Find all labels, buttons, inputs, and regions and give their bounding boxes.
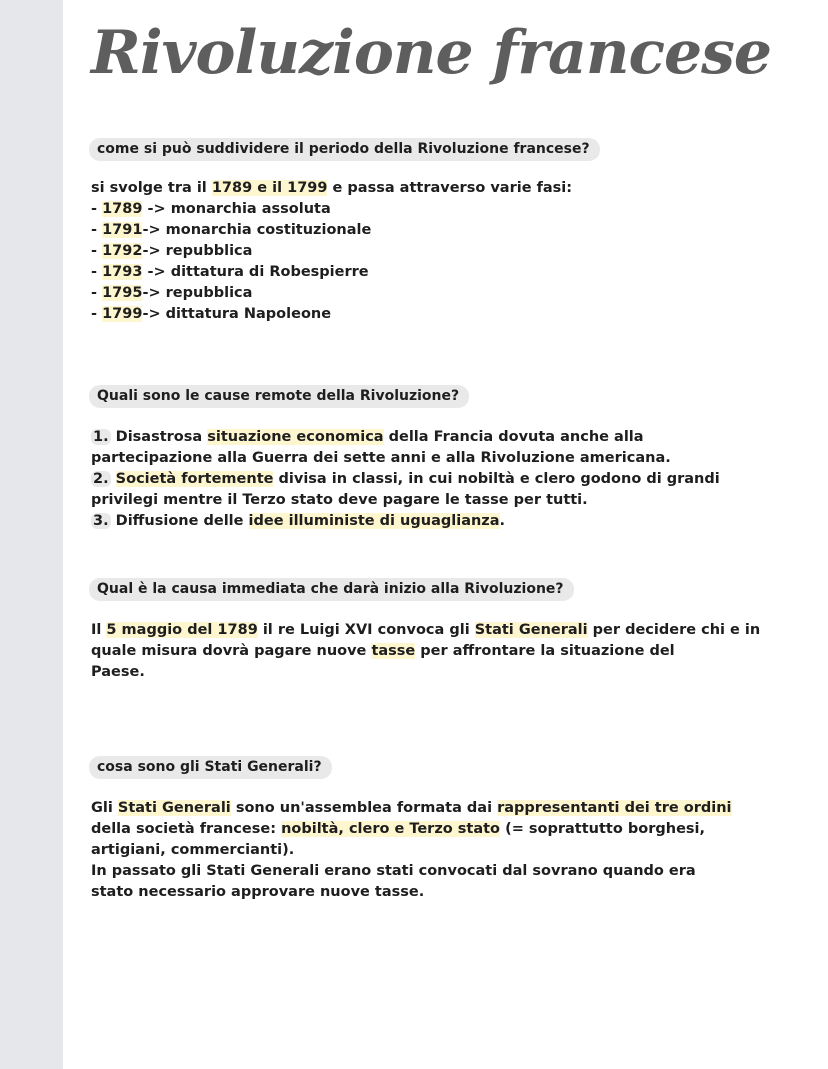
cause-text-end: della Francia dovuta anche alla — [383, 429, 644, 445]
left-margin-strip — [0, 0, 63, 1069]
cause-line-continued: partecipazione alla Guerra dei sette anni e alla Rivoluzione americana. — [91, 450, 671, 466]
answer-text: della società francese: — [91, 821, 282, 837]
intro-highlight: 1789 e il 1799 — [211, 180, 328, 196]
question-remote-causes: Quali sono le cause remote della Rivoluzione? — [89, 385, 469, 408]
answer-text: Gli — [91, 800, 118, 816]
answer-highlight: rappresentanti dei tre ordini — [497, 800, 732, 816]
question-estates-general: cosa sono gli Stati Generali? — [89, 756, 332, 779]
phase-item: - 1791-> monarchia costituzionale — [91, 222, 372, 238]
answer-highlight: tasse — [371, 643, 416, 659]
phase-item: - 1799-> dittatura Napoleone — [91, 306, 332, 322]
answer-text: per decidere chi e in — [587, 622, 761, 638]
answer-highlight: 5 maggio del 1789 — [106, 622, 258, 638]
answer-text: Il — [91, 622, 107, 638]
cause-number: 1. — [93, 429, 109, 445]
cause-number: 3. — [93, 513, 109, 529]
question-immediate-cause: Qual è la causa immediata che darà inizio alla Rivoluzione? — [89, 578, 574, 601]
answer-line — [91, 620, 806, 641]
phase-text: -> repubblica — [142, 243, 253, 259]
question-periodization: come si può suddividere il periodo della Rivoluzione francese? — [89, 138, 600, 161]
phase-year: 1799 — [102, 306, 143, 322]
cause-highlight: idee illuministe di uguaglianza — [248, 513, 500, 529]
answer-remote-causes — [91, 427, 806, 532]
phase-text: -> dittatura Napoleone — [142, 306, 332, 322]
cause-number: 2. — [93, 471, 109, 487]
answer-text: quale misura dovrà pagare nuove — [91, 643, 372, 659]
cause-text-end: . — [499, 513, 506, 529]
answer-immediate-cause — [91, 620, 806, 683]
phase-text: -> monarchia costituzionale — [142, 222, 372, 238]
phase-item: - 1792-> repubblica — [91, 243, 253, 259]
answer-line: stato necessario approvare nuove tasse. — [91, 884, 425, 900]
phase-text: -> dittatura di Robespierre — [142, 264, 369, 280]
notes-page — [63, 0, 828, 1069]
phase-year: 1791 — [102, 222, 143, 238]
answer-text: il re Luigi XVI convoca gli — [257, 622, 475, 638]
answer-text: (= soprattutto borghesi, — [500, 821, 706, 837]
answer-highlight: Stati Generali — [117, 800, 231, 816]
phase-year: 1789 — [102, 201, 143, 217]
cause-text-end: divisa in classi, in cui nobiltà e clero godono di grandi — [273, 471, 720, 487]
answer-estates-general — [91, 798, 806, 903]
intro-line — [91, 178, 806, 199]
answer-line — [91, 819, 806, 840]
cause-line — [91, 427, 806, 448]
cause-text — [111, 471, 116, 487]
answer-line — [91, 641, 806, 662]
page-title: Rivoluzione francese — [91, 18, 772, 88]
phase-year: 1795 — [102, 285, 143, 301]
answer-text: sono un'assemblea formata dai — [230, 800, 498, 816]
phase-text: -> monarchia assoluta — [142, 201, 331, 217]
cause-text: Disastrosa — [110, 429, 208, 445]
phase-item: - 1789 -> monarchia assoluta — [91, 201, 331, 217]
answer-line: In passato gli Stati Generali erano stati convocati dal sovrano quando era — [91, 863, 696, 879]
phase-year: 1792 — [102, 243, 143, 259]
phases-list — [91, 199, 806, 325]
answer-highlight: nobiltà, clero e Terzo stato — [281, 821, 501, 837]
phase-item: - 1795-> repubblica — [91, 285, 253, 301]
answer-text: per affrontare la situazione del — [415, 643, 675, 659]
cause-text: Diffusione delle — [110, 513, 249, 529]
phase-text: -> repubblica — [142, 285, 253, 301]
cause-highlight: Società fortemente — [115, 471, 274, 487]
cause-line-continued: privilegi mentre il Terzo stato deve pagare le tasse per tutti. — [91, 492, 588, 508]
phase-item: - 1793 -> dittatura di Robespierre — [91, 264, 369, 280]
intro-text: si svolge tra il — [91, 180, 212, 196]
intro-text-end: e passa attraverso varie fasi: — [327, 180, 573, 196]
cause-line — [91, 469, 806, 490]
phase-year: 1793 — [102, 264, 143, 280]
answer-line: Paese. — [91, 664, 145, 680]
answer-line — [91, 798, 806, 819]
answer-line: artigiani, commercianti). — [91, 842, 295, 858]
answer-periodization — [91, 178, 806, 325]
cause-line — [91, 511, 806, 532]
answer-highlight: Stati Generali — [474, 622, 588, 638]
cause-highlight: situazione economica — [207, 429, 384, 445]
